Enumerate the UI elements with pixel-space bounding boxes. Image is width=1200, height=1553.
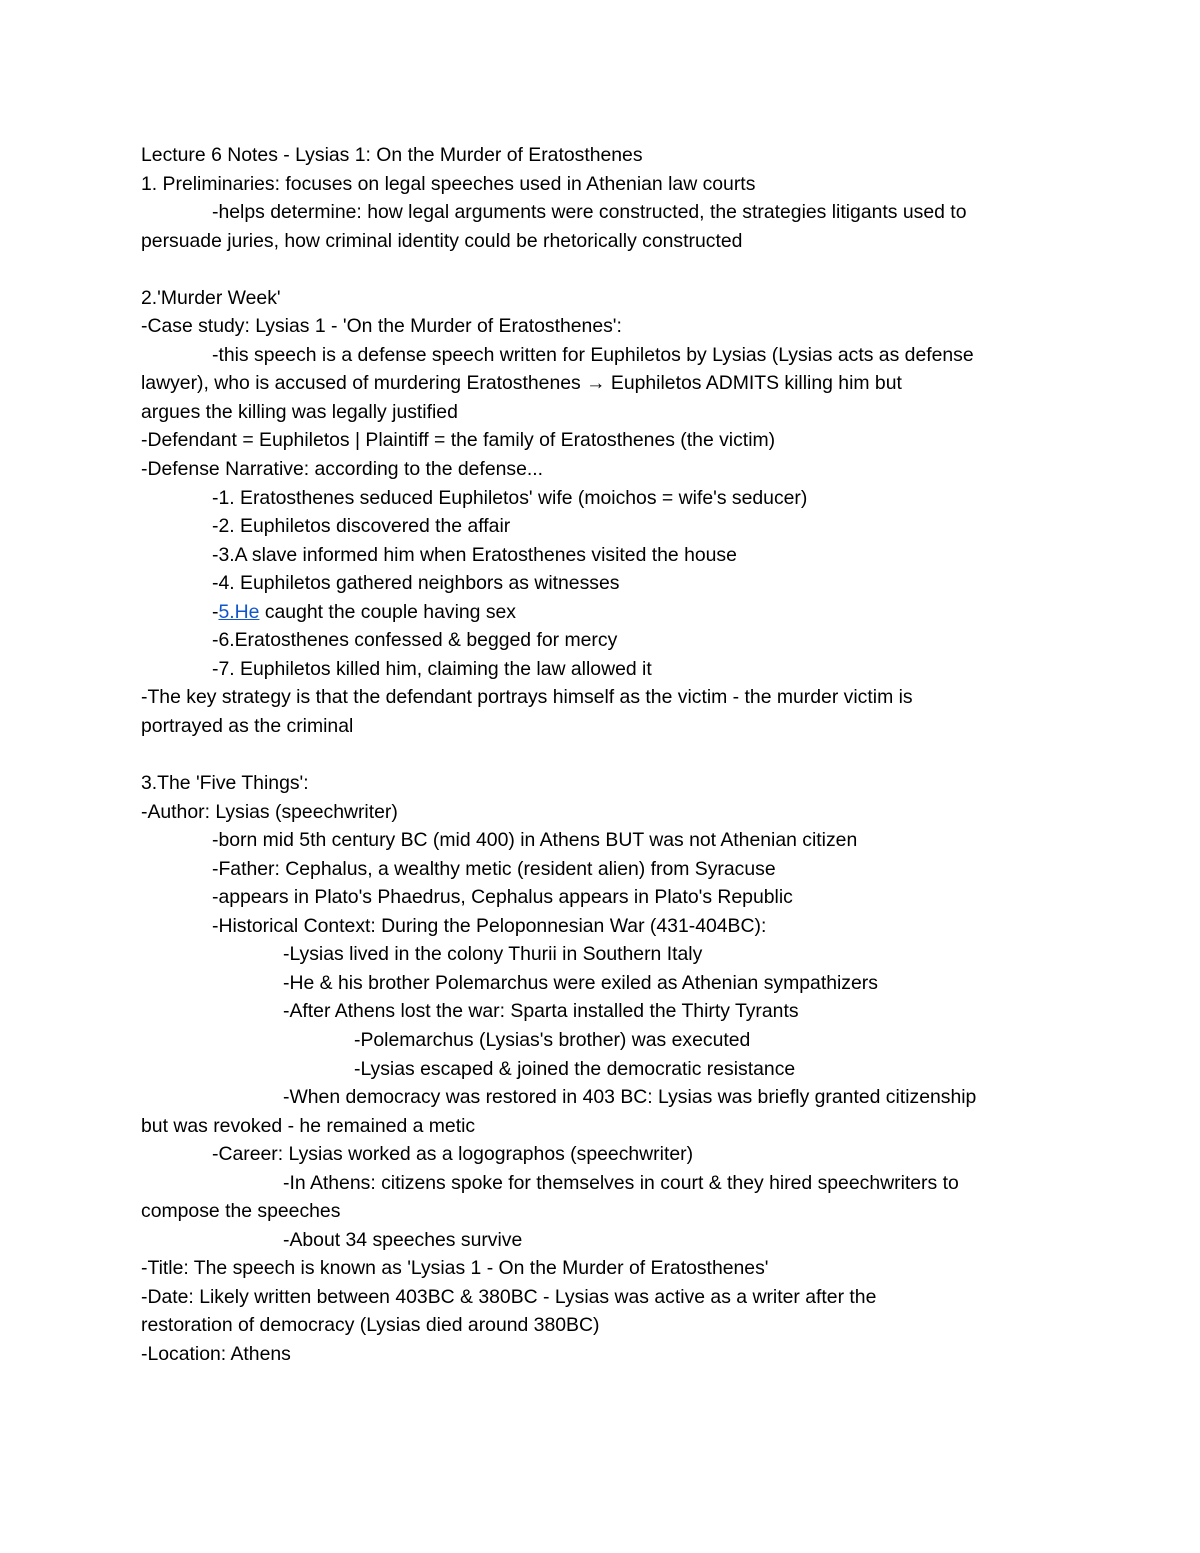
- text-line: -Lysias escaped & joined the democratic resistance: [354, 1057, 796, 1080]
- text-line: -When democracy was restored in 403 BC: Lysias was briefly granted citizenship: [283, 1086, 977, 1109]
- text-line: -Lysias lived in the colony Thurii in Southern Italy: [283, 943, 703, 966]
- text-line: compose the speeches: [141, 1200, 341, 1223]
- narrative-item: -4. Euphiletos gathered neighbors as witnesses: [212, 572, 620, 595]
- text-line: -Date: Likely written between 403BC & 380BC - Lysias was active as a writer after the: [141, 1285, 877, 1308]
- text-line: -In Athens: citizens spoke for themselves in court & they hired speechwriters to: [283, 1171, 959, 1194]
- narrative-prefix: -: [212, 600, 219, 623]
- narrative-item: -7. Euphiletos killed him, claiming the law allowed it: [212, 657, 652, 680]
- text-line: argues the killing was legally justified: [141, 400, 458, 423]
- narrative-item: -1. Eratosthenes seduced Euphiletos' wife (moichos = wife's seducer): [212, 486, 808, 509]
- text-line: -After Athens lost the war: Sparta installed the Thirty Tyrants: [283, 1000, 799, 1023]
- text-line: restoration of democracy (Lysias died around 380BC): [141, 1314, 600, 1337]
- text-line: -helps determine: how legal arguments were constructed, the strategies litigants used to: [212, 201, 967, 224]
- narrative-item: -2. Euphiletos discovered the affair: [212, 515, 511, 538]
- blank-line: [141, 255, 1066, 284]
- text-line: -Defendant = Euphiletos | Plaintiff = the family of Eratosthenes (the victim): [141, 429, 776, 452]
- text-line: -Father: Cephalus, a wealthy metic (resident alien) from Syracuse: [212, 857, 776, 880]
- section-1-heading: 1. Preliminaries: focuses on legal speeches used in Athenian law courts: [141, 172, 756, 195]
- text-line: -He & his brother Polemarchus were exiled as Athenian sympathizers: [283, 971, 878, 994]
- narrative-item: -3.A slave informed him when Eratosthenes visited the house: [212, 543, 737, 566]
- narrative-rest: caught the couple having sex: [259, 600, 517, 623]
- narrative-item: [141, 598, 1066, 627]
- text-line: persuade juries, how criminal identity could be rhetorically constructed: [141, 229, 743, 252]
- doc-title: Lecture 6 Notes - Lysias 1: On the Murder of Eratosthenes: [141, 144, 643, 166]
- document-page: [141, 141, 1066, 1369]
- blank-line: [141, 740, 1066, 769]
- text-line: -Defense Narrative: according to the defense...: [141, 458, 544, 481]
- he-link[interactable]: 5.He: [218, 600, 260, 623]
- text-line: -Career: Lysias worked as a logographos (speechwriter): [212, 1143, 694, 1166]
- text-line: -this speech is a defense speech written for Euphiletos by Lysias (Lysias acts as defense: [212, 343, 974, 366]
- text-line: lawyer), who is accused of murdering Eratosthenes → Euphiletos ADMITS killing him but: [141, 372, 902, 395]
- text-line: -born mid 5th century BC (mid 400) in Athens BUT was not Athenian citizen: [212, 829, 858, 852]
- narrative-item: -6.Eratosthenes confessed & begged for mercy: [212, 629, 618, 652]
- section-3-heading: 3.The 'Five Things':: [141, 772, 309, 795]
- text-line: -About 34 speeches survive: [283, 1228, 523, 1251]
- text-line: -Historical Context: During the Peloponnesian War (431-404BC):: [212, 914, 767, 937]
- text-line: portrayed as the criminal: [141, 714, 354, 737]
- text-line: -Location: Athens: [141, 1342, 291, 1365]
- text-line: -Case study: Lysias 1 - 'On the Murder of Eratosthenes':: [141, 315, 622, 338]
- text-line: -appears in Plato's Phaedrus, Cephalus appears in Plato's Republic: [212, 886, 793, 909]
- text-line: -Author: Lysias (speechwriter): [141, 800, 398, 823]
- text-line: but was revoked - he remained a metic: [141, 1114, 476, 1137]
- text-line: -Title: The speech is known as 'Lysias 1 - On the Murder of Eratosthenes': [141, 1257, 769, 1280]
- section-2-heading: 2.'Murder Week': [141, 286, 281, 309]
- text-line: -The key strategy is that the defendant portrays himself as the victim - the murder victim is: [141, 686, 913, 709]
- text-line: -Polemarchus (Lysias's brother) was executed: [354, 1028, 751, 1051]
